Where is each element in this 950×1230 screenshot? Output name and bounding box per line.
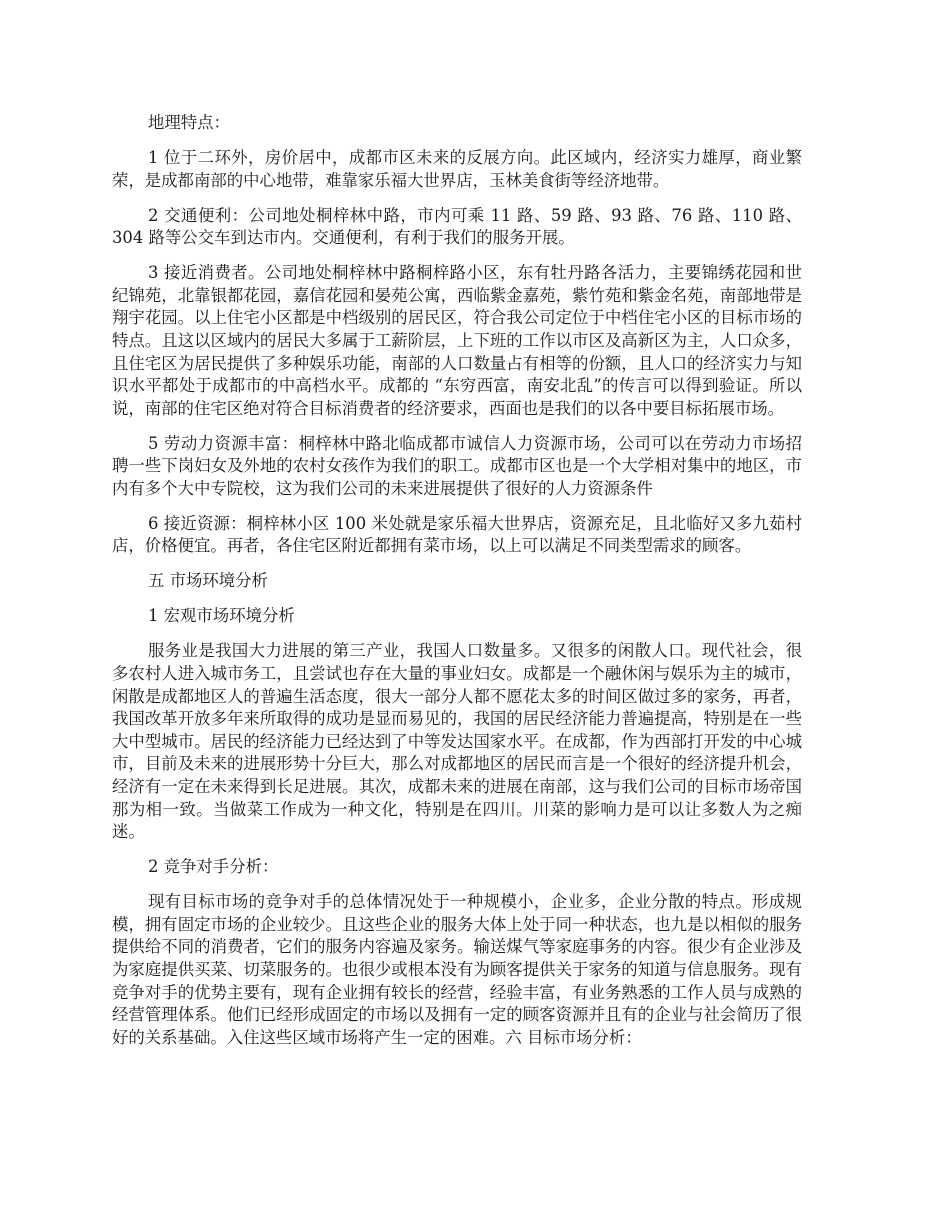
section-heading-market-environment: 五 市场环境分析: [148, 571, 268, 591]
paragraph-consumers: 3 接近消费者。公司地处桐梓林中路桐梓路小区，东有牡丹路各活力，主要锦绣花园和世纪锦苑，北靠银都花园，嘉信花园和晏苑公寓，西临紫金嘉苑，紫竹苑和紫金名苑，南部地带是翔宇花园。以上住宅小区都是中档级别的居民区，符合我公司定位于中档住宅小区的目标市场的特点。且这以区域内的居民大多属于工薪阶层，上下班的工作以市区及高新区为主，人口众多，且住宅区为居民提供了多种娱乐功能，南部的人口数量占有相等的份额，且人口的经济实力与知识水平都处于成都市的中高档水平。成都的 “东穷西富，南安北乱”的传言可以得到验证。所以说，南部的住宅区绝对符合目标消费者的经济要求，西面也是我们的以各中要目标拓展市场。: [112, 263, 802, 418]
paragraph-resources: 6 接近资源：桐梓林小区 100 米处就是家乐福大世界店，资源充足，且北临好又多九茹村店，价格便宜。再者，各住宅区附近都拥有菜市场，以上可以满足不同类型需求的顾客。: [112, 513, 802, 556]
paragraph-transport: 2 交通便利：公司地处桐梓林中路，市内可乘 11 路、59 路、93 路、76 路、110 路、304 路等公交车到达市内。交通便利，有利于我们的服务开展。: [112, 205, 802, 248]
section-heading-geography: 地理特点：: [148, 113, 230, 132]
subheading-competitor-analysis: 2 竞争对手分析：: [148, 857, 279, 877]
paragraph-competitor-analysis: 现有目标市场的竞争对手的总体情况处于一种规模小，企业多，企业分散的特点。形成规模，拥有固定市场的企业较少。且这些企业的服务大体上处于同一种状态，也九是以相似的服务提供给不同的消费者，它们的服务内容遍及家务。输送煤气等家庭事务的内容。很少有企业涉及为家庭提供买菜、切菜服务的。也很少或根本没有为顾客提供关于家务的知道与信息服务。现有竞争对手的优势主要有，现有企业拥有较长的经营，经验丰富，有业务熟悉的工作人员与成熟的经营管理体系。他们已经形成固定的市场以及拥有一定的顾客资源并且有的企业与社会简历了很好的关系基础。入住这些区域市场将产生一定的困难。六 目标市场分析：: [112, 892, 802, 1047]
paragraph-labor: 5 劳动力资源丰富：桐梓林中路北临成都市诚信人力资源市场，公司可以在劳动力市场招聘一些下岗妇女及外地的农村女孩作为我们的职工。成都市区也是一个大学相对集中的地区，市内有多个大中专院校，这为我们公司的未来进展提供了很好的人力资源条件: [112, 433, 802, 498]
subheading-macro-analysis: 1 宏观市场环境分析: [148, 606, 295, 626]
paragraph-location: 1 位于二环外，房价居中，成都市区未来的反展方向。此区域内，经济实力雄厚，商业繁荣，是成都南部的中心地带，难靠家乐福大世界店，玉林美食街等经济地带。: [112, 147, 802, 190]
paragraph-macro-analysis: 服务业是我国大力进展的第三产业，我国人口数量多。又很多的闲散人口。现代社会，很多农村人进入城市务工，且尝试也存在大量的事业妇女。成都是一个融休闲与娱乐为主的城市，闲散是成都地区人的普遍生活态度，很大一部分人都不愿花太多的时间区做过多的家务，再者，我国改革开放多年来所取得的成功是显而易见的，我国的居民经济能力普遍提高，特别是在一些大中型城市。居民的经济能力已经达到了中等发达国家水平。在成都，作为西部打开发的中心城市，目前及未来的进展形势十分巨大，那么对成都地区的居民而言是一个很好的经济提升机会，经济有一定在未来得到长足进展。其次，成都未来的进展在南部，这与我们公司的目标市场帝国那为相一致。当做菜工作成为一种文化，特别是在四川。川菜的影响力是可以让多数人为之痴迷。: [112, 641, 802, 842]
